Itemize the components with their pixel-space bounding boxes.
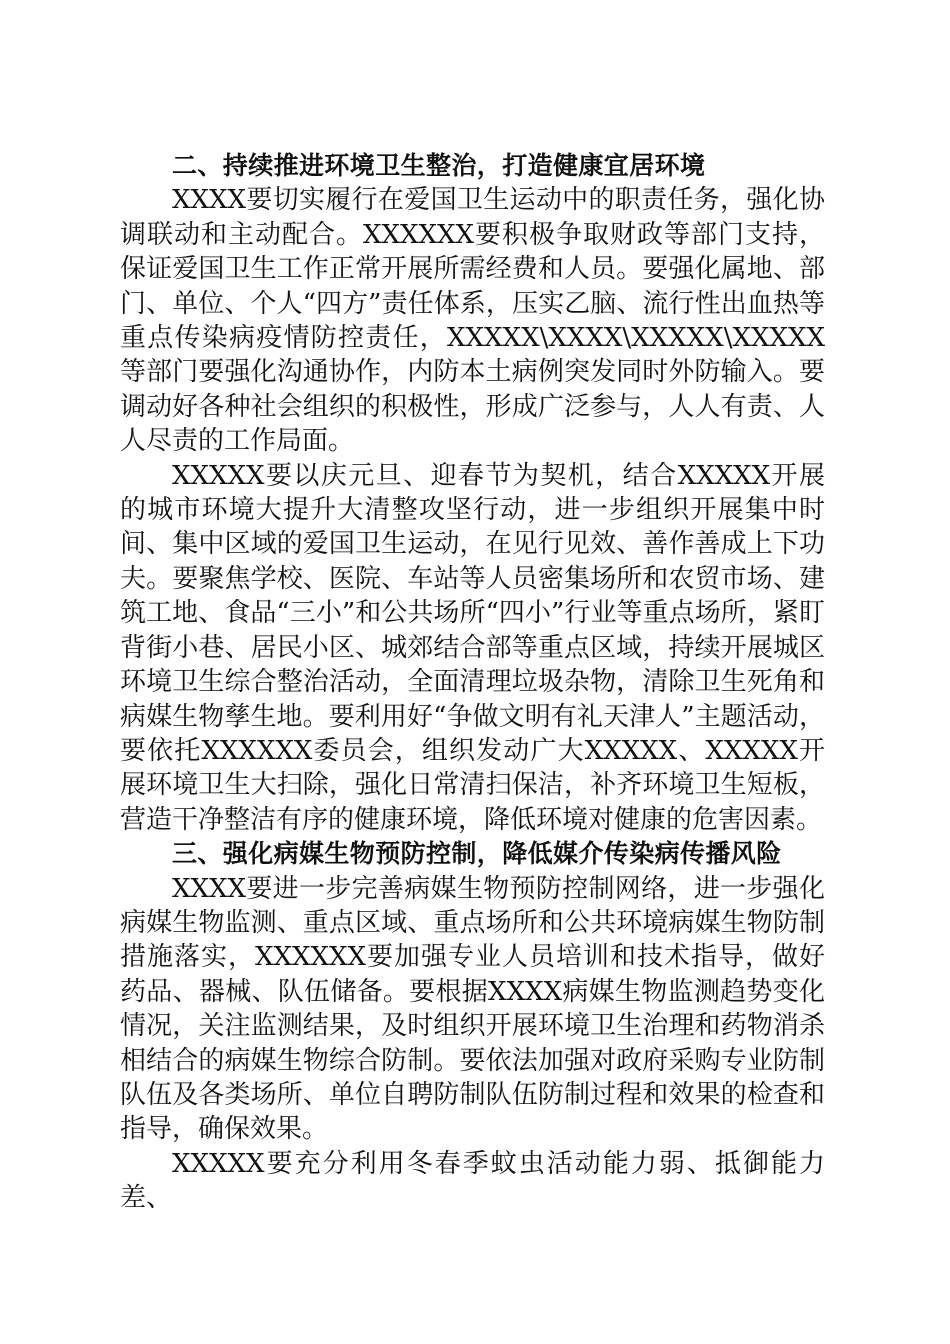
section-3-paragraph-2: XXXXX要充分利用冬春季蚊虫活动能力弱、抵御能力差、 xyxy=(120,1148,825,1214)
document-body xyxy=(120,149,825,1216)
section-2-paragraph-2: XXXXX要以庆元旦、迎春节为契机，结合XXXXX开展的城市环境大提升大清整攻坚行动，进一步组织开展集中时间、集中区域的爱国卫生运动，在见行见效、善作善成上下功夫。要聚焦学校、医院、车站等人员密集场所和农贸市场、建筑工地、食品“三小”和公共场所“四小”行业等重点场所，紧盯背街小巷、居民小区、城郊结合部等重点区域，持续开展城区环境卫生综合整治活动，全面清理垃圾杂物，清除卫生死角和病媒生物孳生地。要利用好“争做文明有礼天津人”主题活动，要依托XXXXXX委员会，组织发动广大XXXXX、XXXXX开展环境卫生大扫除，强化日常清扫保洁，补齐环境卫生短板，营造干净整洁有序的健康环境，降低环境对健康的危害因素。 xyxy=(120,460,825,835)
section-heading-3: 三、强化病媒生物预防控制，降低媒介传染病传播风险 xyxy=(172,839,782,869)
section-2-paragraph-1: XXXX要切实履行在爱国卫生运动中的职责任务，强化协调联动和主动配合。XXXXXX要积极争取财政等部门支持，保证爱国卫生工作正常开展所需经费和人员。要强化属地、部门、单位、个人“四方”责任体系，压实乙脑、流行性出血热等重点传染病疫情防控责任，XXXXX\XXXX\XXXXX\XXXXX等部门要强化沟通协作，内防本土病例突发同时外防输入。要调动好各种社会组织的积极性，形成广泛参与，人人有责、人人尽责的工作局面。 xyxy=(120,185,825,457)
section-3-paragraph-1: XXXX要进一步完善病媒生物预防控制网络，进一步强化病媒生物监测、重点区域、重点场所和公共环境病媒生物防制措施落实，XXXXXX要加强专业人员培训和技术指导，做好药品、器械、队伍储备。要根据XXXX病媒生物监测趋势变化情况，关注监测结果，及时组织开展环境卫生治理和药物消杀相结合的病媒生物综合防制。要依法加强对政府采购专业防制队伍及各类场所、单位自聘防制队伍防制过程和效果的检查和指导，确保效果。 xyxy=(120,873,825,1145)
section-heading-2: 二、持续推进环境卫生整治，打造健康宜居环境 xyxy=(172,151,706,180)
